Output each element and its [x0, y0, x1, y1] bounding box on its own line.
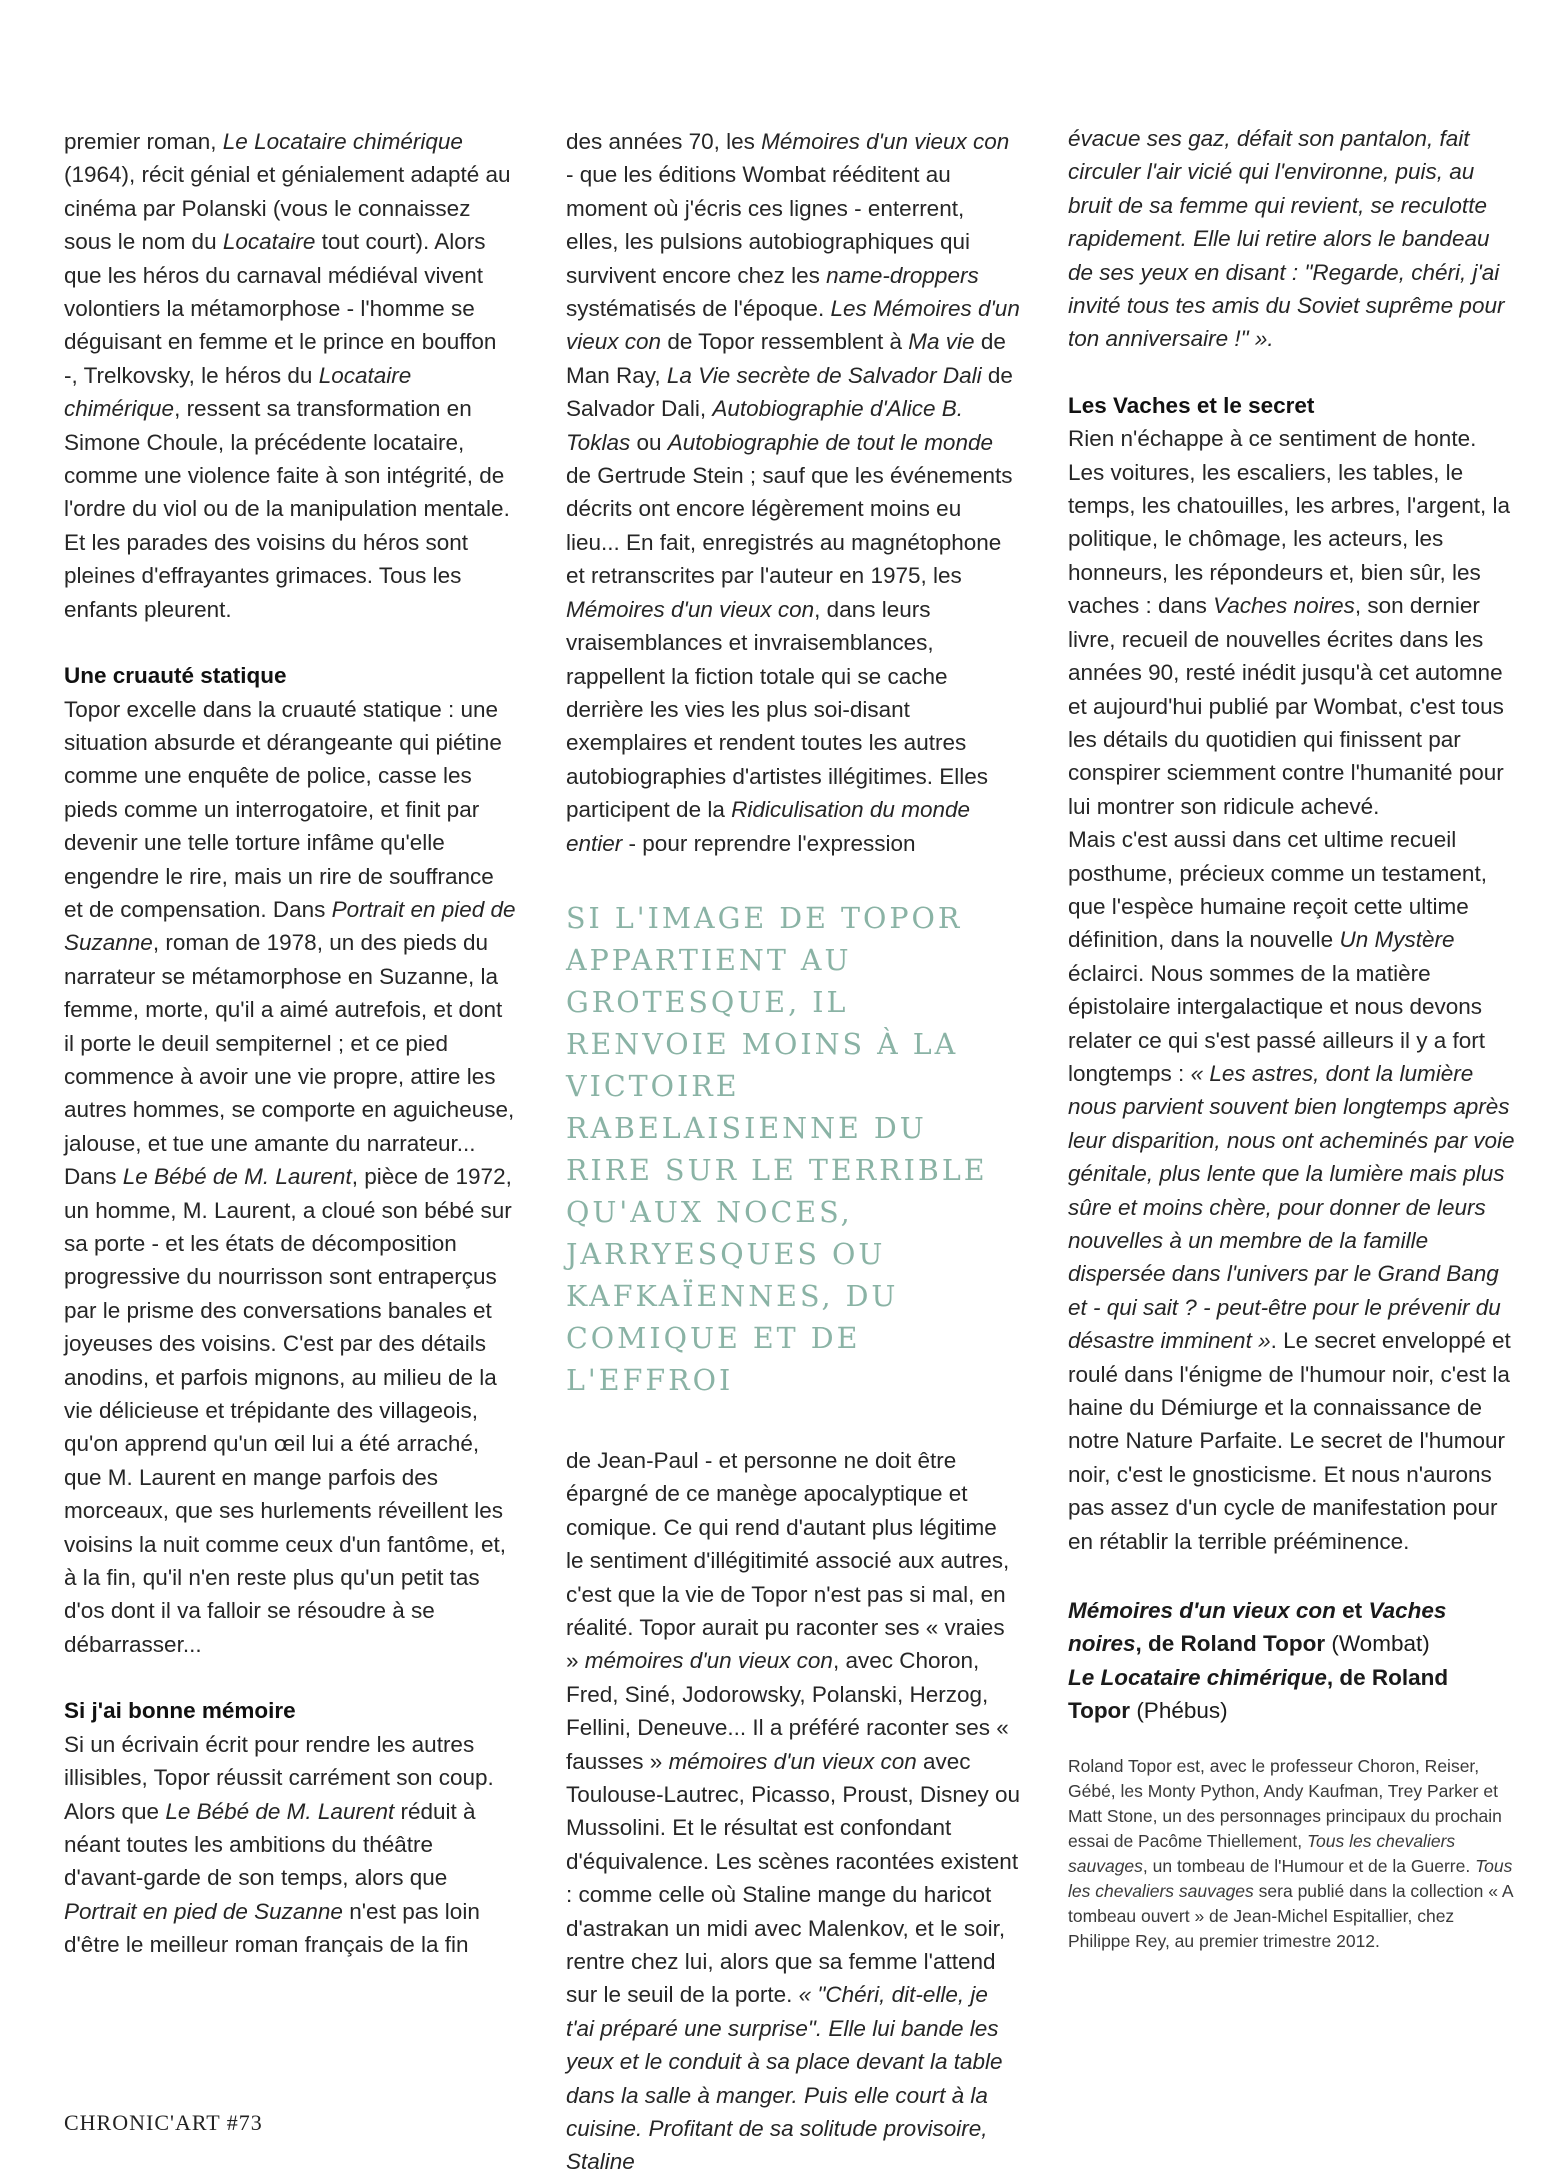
quote-continuation: évacue ses gaz, défait son pantalon, fait circuler l'air vicié qui l'environne, puis, au bruit de sa femme qui revient, se reculotte rapidement. Elle lui retire alors le bandeau de ses yeux en disant : "Regarde, chéri, j'ai invité tous tes amis du Soviet suprême pour ton anniversaire !" ». [1068, 126, 1505, 352]
intro-paragraph: premier roman, Le Locataire chimérique (1964), récit génial et génialement adapté au cinéma par Polanski (vous le connaissez sous le nom du Locataire tout court). Alors que les héros du carnaval médiéval vivent volontiers la métamorphose - l'homme se déguisant en femme et le prince en bouffon -, Trelkovsky, le héros du Locataire chimérique, ressent sa transformation en Simone Choule, la précédente locataire, comme une violence faite à son intégrité, de l'ordre du viol ou de la manipulation mentale. Et les parades des voisins du héros sont pleines d'effrayantes grimaces. Tous les enfants pleurent. [64, 129, 511, 622]
body-paragraph-staline: de Jean-Paul - et personne ne doit être épargné de ce manège apocalyptique et comique. Ce qui rend d'autant plus légitime le sentiment d'illégitimité associé aux autres, c'est que la vie de Topor n'est pas si mal, en réalité. Topor aurait pu raconter ses « vraies » mémoires d'un vieux con, avec Choron, Fred, Siné, Jodorowsky, Polanski, Herzog, Fellini, Deneuve... Il a préféré raconter ses « fausses » mémoires d'un vieux con avec Toulouse-Lautrec, Picasso, Proust, Disney ou Mussolini. Et le résultat est confondant d'équivalence. Les scènes racontées existent : comme celle où Staline mange du haricot d'astrakan un midi avec Malenkov, et le soir, rentre chez lui, alors que sa femme l'attend sur le seuil de la porte. « "Chéri, dit-elle, je t'ai préparé une surprise". Elle lui bande les yeux et le conduit à sa place devant la table dans la salle à manger. Puis elle court à la cuisine. Profitant de sa solitude provisoire, Staline [566, 1447, 1020, 2175]
section-heading-cruaute: Une cruauté statique [64, 663, 287, 689]
author-bio-note: Roland Topor est, avec le professeur Choron, Reiser, Gébé, les Monty Python, Andy Kaufman, Trey Parker et Matt Stone, un des personnages principaux du prochain essai de Pacôme Thiellement, Tous les chevaliers sauvages, un tombeau de l'Humour et de la Guerre. Tous les chevaliers sauvages sera publié dans la collection « A tombeau ouvert » de Jean-Michel Espitallier, chez Philippe Rey, au premier trimestre 2012. [1068, 1755, 1513, 1951]
body-paragraph-memoires: des années 70, les Mémoires d'un vieux con - que les éditions Wombat rééditent au moment où j'écris ces lignes - enterrent, elles, les pulsions autobiographiques qui survivent encore chez les name-droppers systématisés de l'époque. Les Mémoires d'un vieux con de Topor ressemblent à Ma vie de Man Ray, La Vie secrète de Salvador Dali de Salvador Dali, Autobiographie d'Alice B. Toklas ou Autobiographie de tout le monde de Gertrude Stein ; sauf que les événements décrits ont encore légèrement moins eu lieu... En fait, enregistrés au magnétophone et retranscrites par l'auteur en 1975, les Mémoires d'un vieux con, dans leurs vraisemblances et invraisemblances, rappellent la fiction totale qui se cache derrière les vies les plus soi-disant exemplaires et rendent toutes les autres autobiographies d'artistes illégitimes. Elles participent de la Ridiculisation du monde entier - pour reprendre l'expression [566, 129, 1020, 856]
page-footer: CHRONIC'ART #73 [64, 2110, 263, 2135]
column-1 [64, 125, 516, 1962]
column-3 [1068, 122, 1516, 1954]
column-2 [566, 125, 1020, 2179]
pull-quote: SI L'IMAGE DE TOPOR APPARTIENT AU GROTESQUE, IL RENVOIE MOINS À LA VICTOIRE RABELAISIENNE DU RIRE SUR LE TERRIBLE QU'AUX NOCES, JARRYESQUES OU KAFKAÏENNES, DU COMIQUE ET DE L'EFFROI [566, 901, 988, 1397]
section-heading-vaches: Les Vaches et le secret [1068, 392, 1315, 418]
section-paragraph-memoire: Si un écrivain écrit pour rendre les autres illisibles, Topor réussit carrément son coup. Alors que Le Bébé de M. Laurent réduit à néant toutes les ambitions du théâtre d'avant-garde de son temps, alors que Portrait en pied de Suzanne n'est pas loin d'être le meilleur roman français de la fin [64, 1731, 494, 1958]
section-heading-memoire: Si j'ai bonne mémoire [64, 1698, 296, 1724]
section-paragraph-mystere: Mais c'est aussi dans cet ultime recueil posthume, précieux comme un testament, que l'espèce humaine reçoit cette ultime définition, dans la nouvelle Un Mystère éclairci. Nous sommes de la matière épistolaire intergalactique et nous devons relater ce qui s'est passé ailleurs il y a fort longtemps : « Les astres, dont la lumière nous parvient souvent bien longtemps après leur disparition, nous ont acheminés par voie génitale, plus lente que la lumière mais plus sûre et moins chère, pour donner de leurs nouvelles à un membre de la famille dispersée dans l'univers par le Grand Bang et - qui sait ? - peut-être pour le prévenir du désastre imminent ». Le secret enveloppé et roulé dans l'énigme de l'humour noir, c'est la haine du Démiurge et la connaissance de notre Nature Parfaite. Le secret de l'humour noir, c'est le gnosticisme. Et nous n'aurons pas assez d'un cycle de manifestation pour en rétablir la terrible prééminence. [1068, 827, 1515, 1554]
book-credits: Mémoires d'un vieux con et Vaches noires, de Roland Topor (Wombat) Le Locataire chimérique, de Roland Topor (Phébus) [1068, 1598, 1449, 1724]
section-paragraph-vaches: Rien n'échappe à ce sentiment de honte. Les voitures, les escaliers, les tables, le temps, les chatouilles, les arbres, l'argent, la politique, le chômage, les acteurs, les honneurs, les répondeurs et, bien sûr, les vaches : dans Vaches noires, son dernier livre, recueil de nouvelles écrites dans les années 90, resté inédit jusqu'à cet automne et aujourd'hui publié par Wombat, c'est tous les détails du quotidien qui finissent par conspirer sciemment contre l'humanité pour lui montrer son ridicule achevé. [1068, 426, 1511, 819]
section-paragraph-cruaute: Topor excelle dans la cruauté statique : une situation absurde et dérangeante qui piétine comme une enquête de police, casse les pieds comme un interrogatoire, et finit par devenir une telle torture infâme qu'elle engendre le rire, mais un rire de souffrance et de compensation. Dans Portrait en pied de Suzanne, roman de 1978, un des pieds du narrateur se métamorphose en Suzanne, la femme, morte, qu'il a aimé autrefois, et dont il porte le deuil sempiternel ; et ce pied commence à avoir une vie propre, attire les autres hommes, se comporte en aguicheuse, jalouse, et tue une amante du narrateur... Dans Le Bébé de M. Laurent, pièce de 1972, un homme, M. Laurent, a cloué son bébé sur sa porte - et les états de décomposition progressive du nourrisson sont entraperçus par le prisme des conversations banales et joyeuses des voisins. C'est par des détails anodins, et parfois mignons, au milieu de la vie délicieuse et trépidante des villageois, qu'on apprend qu'un œil lui a été arraché, que M. Laurent en mange parfois des morceaux, que ses hurlements réveillent les voisins la nuit comme ceux d'un fantôme, et, à la fin, qu'il n'en reste plus qu'un petit tas d'os dont il va falloir se résoudre à se débarrasser... [64, 696, 516, 1657]
